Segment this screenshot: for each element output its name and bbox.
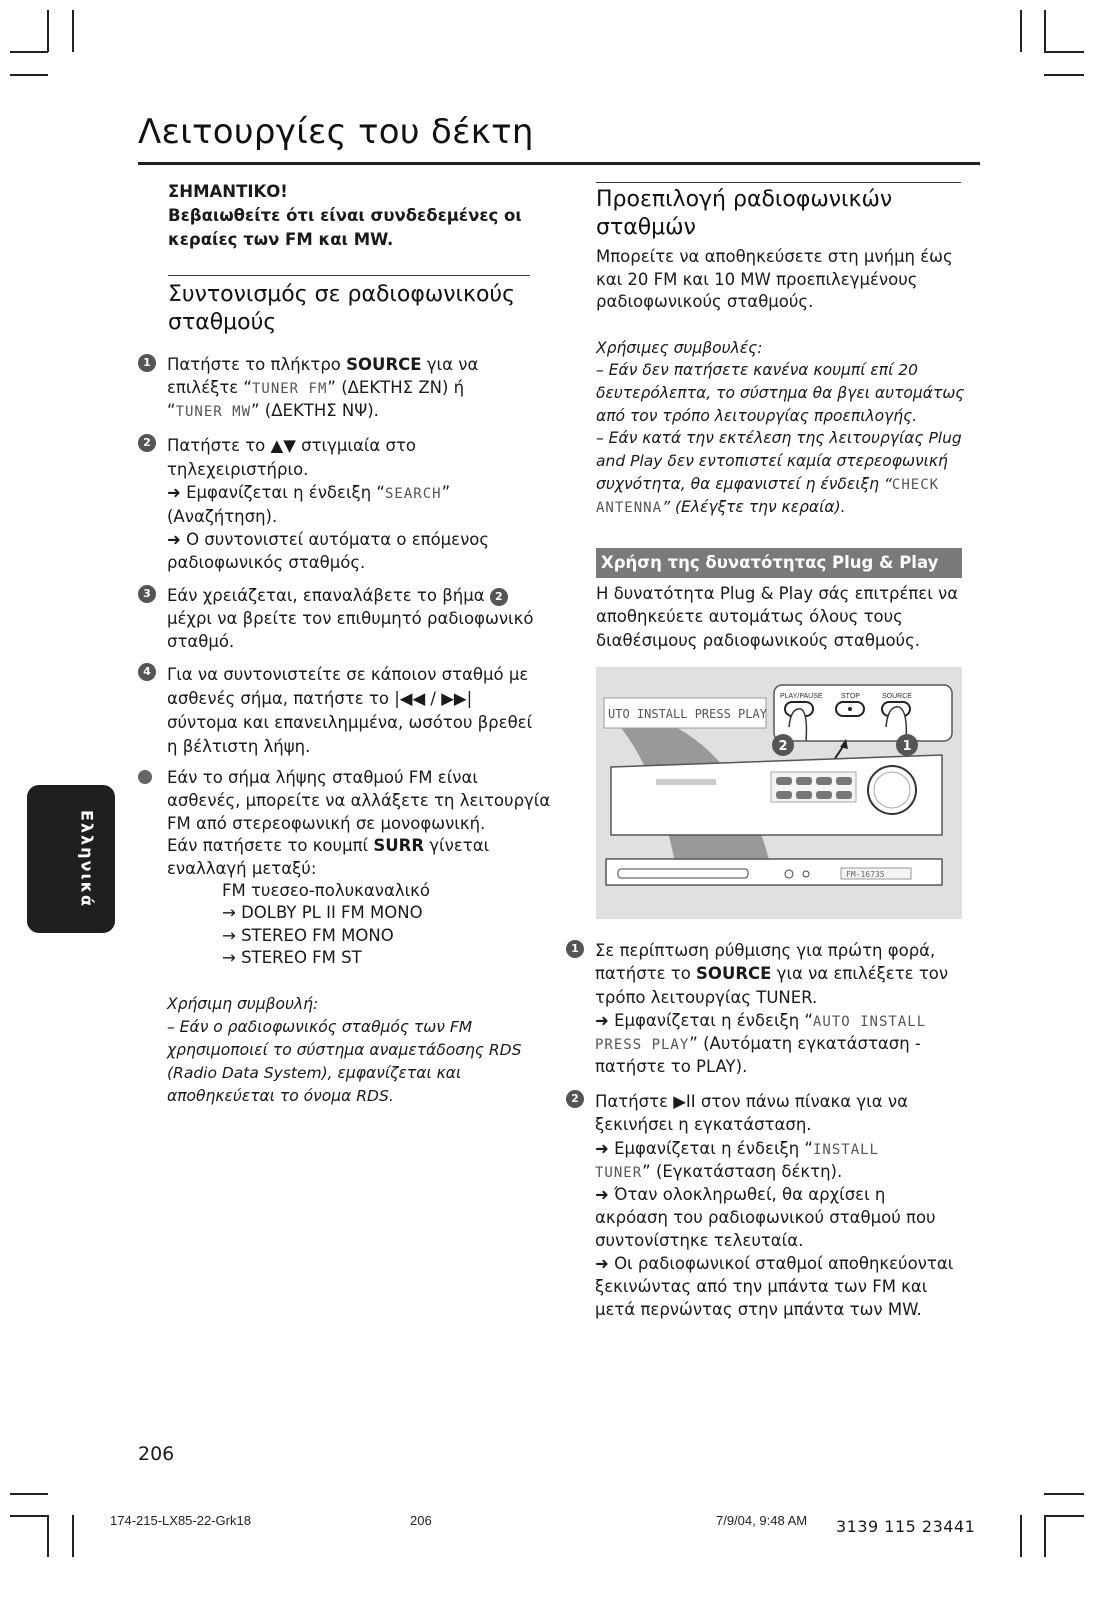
intro-text: ραδιοφωνικούς σταθμούς. <box>596 292 814 311</box>
crop-mark <box>10 74 48 76</box>
language-tab-label: Ελληνικά <box>77 809 97 909</box>
crop-mark <box>1044 51 1084 53</box>
page-title: Λειτουργίες του δέκτη <box>138 112 534 152</box>
step-number-badge: 1 <box>566 940 584 958</box>
step-text: Πατήστε το ▲▼ στιγμιαία στο <box>167 436 417 455</box>
text-run: Εάν χρειάζεται, επαναλάβετε το βήμα <box>167 586 490 605</box>
step-text <box>595 962 948 986</box>
step-text: συντονίστηκε τελευταία. <box>595 1231 804 1250</box>
footer-date: 7/9/04, 9:48 AM <box>716 1513 808 1528</box>
lcd-text: TUNER <box>595 1165 643 1181</box>
crop-mark <box>1020 1515 1022 1557</box>
crop-mark <box>1044 10 1046 52</box>
callout-1-label: 1 <box>902 739 912 754</box>
bullet-dot <box>138 770 152 784</box>
tip-text: and Play δεν εντοπιστεί καμία στερεοφωνική <box>596 452 948 470</box>
step-text: ➜ Ο συντονιστεί αυτόματα ο επόμενος <box>167 530 490 549</box>
text-run: ” (Εγκατάσταση δέκτη). <box>642 1162 843 1181</box>
step-text <box>595 1032 921 1058</box>
text-run: συχνότητα, θα εμφανιστεί η ένδειξη “ <box>596 475 892 493</box>
text-run: επιλέξτε “ <box>167 378 252 397</box>
crop-mark <box>1020 10 1022 52</box>
text-run: “ <box>167 401 176 420</box>
step-text <box>595 1009 926 1035</box>
footer-product-code: 3139 115 23441 <box>836 1517 976 1536</box>
page-number: 206 <box>138 1443 175 1465</box>
step-text: τηλεχειριστήριο. <box>167 460 309 479</box>
section-heading: Συντονισμός σε ραδιοφωνικούς <box>168 282 516 307</box>
intro-text: Η δυνατότητα Plug & Play σάς επιτρέπει να <box>596 584 959 603</box>
step-text: Σε περίπτωση ρύθμισης για πρώτη φορά, <box>595 941 936 960</box>
crop-mark <box>47 1515 49 1557</box>
step-text <box>595 1160 842 1186</box>
text-run: για να επιλέξετε τον <box>771 964 949 983</box>
step-text: σταθμό. <box>167 632 235 651</box>
step-text: Πατήστε ▶II στον πάνω πίνακα για να <box>595 1092 908 1111</box>
callout-2-label: 2 <box>778 739 788 754</box>
tip-text: χρησιμοποιεί το σύστημα αναμετάδοσης RDS <box>167 1041 522 1059</box>
lcd-text: PRESS PLAY <box>595 1037 690 1053</box>
step-text: ξεκινώντας από την μπάντα των FM και <box>595 1277 928 1296</box>
mode-list-item: → DOLBY PL II FM MONO <box>222 903 423 922</box>
tip-text <box>596 496 846 520</box>
crop-mark <box>1044 1493 1084 1495</box>
text-run: πατήστε το <box>595 964 697 983</box>
step-text <box>167 481 450 507</box>
bullet-text: ασθενές, μπορείτε να αλλάξετε τη λειτουργία <box>167 791 551 810</box>
step-text <box>595 1137 879 1163</box>
source-label: SOURCE <box>882 693 912 700</box>
bullet-text <box>167 834 489 858</box>
step-text: ξεκινήσει η εγκατάσταση. <box>595 1115 812 1134</box>
section-rule <box>168 275 530 276</box>
step-number-badge: 2 <box>138 434 156 452</box>
lcd-text: AUTO INSTALL <box>812 1014 927 1030</box>
tip-text: – Εάν κατά την εκτέλεση της λειτουργίας Plug <box>596 429 962 447</box>
intro-text: Μπορείτε να αποθηκεύσετε στη μνήμη έως <box>596 247 953 266</box>
lcd-text: SEARCH <box>384 486 442 502</box>
text-run: ➜ Εμφανίζεται η ένδειξη “ <box>167 483 385 502</box>
crop-mark <box>10 1493 48 1495</box>
tip-text: – Εάν ο ραδιοφωνικός σταθμός των FM <box>167 1018 473 1036</box>
key-name: SOURCE <box>696 964 772 983</box>
bullet-text: FM από στερεοφωνική σε μονοφωνική. <box>167 814 486 833</box>
crop-mark <box>10 51 48 53</box>
intro-text: αποθηκεύετε αυτομάτως όλους τους <box>596 607 903 626</box>
step-text: ➜ Οι ραδιοφωνικοί σταθμοί αποθηκεύονται <box>595 1254 954 1273</box>
mode-list-item: → STEREO FM ST <box>222 948 362 967</box>
section-rule <box>596 182 961 183</box>
tip-text: δευτερόλεπτα, το σύστημα θα βγει αυτομάτως <box>596 384 965 402</box>
tip-label: Χρήσιμη συμβουλή: <box>167 995 319 1013</box>
step-text <box>167 584 508 608</box>
lcd-text: ANTENNA <box>596 500 663 516</box>
crop-mark <box>72 1515 74 1557</box>
text-run: ” (ΔΕΚΤΗΣ ΝΨ). <box>251 401 379 420</box>
intro-text: και 20 FM και 10 MW προεπιλεγμένους <box>596 270 918 289</box>
text-run: για να <box>421 355 479 374</box>
important-label: ΣΗΜΑΝΤΙΚΟ! <box>168 182 288 201</box>
tips-label: Χρήσιμες συμβουλές: <box>596 339 763 357</box>
step-text <box>167 399 379 425</box>
crop-mark <box>10 1515 48 1517</box>
step-text: πατήστε το PLAY). <box>595 1057 748 1076</box>
text-run: Πατήστε το πλήκτρο <box>167 355 347 374</box>
section-heading: σταθμούς <box>168 310 277 335</box>
important-line: κεραίες των FM και MW. <box>168 230 394 249</box>
tip-text: αποθηκεύεται το όνομα RDS. <box>167 1087 394 1105</box>
mode-list-item: FM τυεσεο-πολυκαναλικό <box>222 881 430 900</box>
step-text: σύντομα και επανειλημμένα, ωσότου βρεθεί <box>167 713 533 732</box>
tip-text: (Radio Data System), εμφανίζεται και <box>167 1064 462 1082</box>
step-text: μέχρι να βρείτε τον επιθυμητό ραδιοφωνικό <box>167 609 534 628</box>
tip-text <box>596 473 939 497</box>
step-text: τρόπο λειτουργίας TUNER. <box>595 988 818 1007</box>
bullet-text: εναλλαγή μεταξύ: <box>167 859 317 878</box>
lcd-text: CHECK <box>891 477 940 493</box>
lcd-text: INSTALL <box>812 1142 879 1158</box>
step-number-badge: 3 <box>138 585 156 603</box>
step-text: η βέλτιστη λήψη. <box>167 737 311 756</box>
step-ref-badge: 2 <box>490 588 508 606</box>
section-heading: σταθμών <box>596 215 696 240</box>
text-run: ” (Ελέγξτε την κεραία). <box>662 498 846 516</box>
step-text: Για να συντονιστείτε σε κάποιον σταθμό με <box>167 665 529 684</box>
step-number-badge: 1 <box>138 354 156 372</box>
section-heading: Προεπιλογή ραδιοφωνικών <box>596 187 893 212</box>
intro-text: διαθέσιμους ραδιοφωνικούς σταθμούς. <box>596 631 921 650</box>
key-name: SURR <box>373 836 425 855</box>
text-run: Εάν πατήσετε το κουμπί <box>167 836 374 855</box>
key-name: SOURCE <box>346 355 422 374</box>
step-text: ➜ Όταν ολοκληρωθεί, θα αρχίσει η <box>595 1185 886 1204</box>
step-text <box>167 376 464 402</box>
title-rule <box>138 162 980 165</box>
tip-text: – Εάν δεν πατήσετε κανένα κουμπί επί 20 <box>596 361 919 379</box>
text-run: ” (Αυτόματη εγκατάσταση - <box>689 1034 921 1053</box>
crop-mark <box>1044 1515 1084 1517</box>
display-text: UTO INSTALL PRESS PLAY <box>608 707 767 721</box>
device-illustration-svg <box>596 667 962 919</box>
volume-knob <box>868 766 916 814</box>
step-text: ακρόαση του ραδιοφωνικού σταθμού που <box>595 1208 936 1227</box>
text-run: ➜ Εμφανίζεται η ένδειξη “ <box>595 1139 813 1158</box>
step-number-badge: 2 <box>566 1090 584 1108</box>
footer-filename: 174-215-LX85-22-Grk18 <box>110 1513 251 1528</box>
tip-text: από τον τρόπο λειτουργίας προεπιλογής. <box>596 407 918 425</box>
crop-mark <box>47 10 49 52</box>
language-tab <box>27 785 115 933</box>
stop-label: STOP <box>841 693 860 700</box>
step-text: μετά περνώντας στην μπάντα των MW. <box>595 1300 922 1319</box>
crop-mark <box>1044 1515 1046 1557</box>
text-run: ” (ΔΕΚΤΗΣ ΖΝ) ή <box>327 378 465 397</box>
bullet-text: Εάν το σήμα λήψης σταθμού FM είναι <box>167 768 478 787</box>
important-line: Βεβαιωθείτε ότι είναι συνδεδεμένες οι <box>168 206 522 225</box>
lcd-text: TUNER FM <box>251 381 328 397</box>
text-run: γίνεται <box>424 836 490 855</box>
plug-play-heading: Χρήση της δυνατότητας Plug & Play <box>596 548 962 578</box>
crop-mark <box>1044 74 1084 76</box>
step-text: ασθενές σήμα, πατήστε το |◀◀ / ▶▶| <box>167 689 473 708</box>
step-text: (Αναζήτηση). <box>167 507 278 526</box>
device-illustration <box>596 667 962 919</box>
mode-list-item: → STEREO FM MONO <box>222 926 394 945</box>
text-run: ➜ Εμφανίζεται η ένδειξη “ <box>595 1011 813 1030</box>
footer-page: 206 <box>410 1513 432 1528</box>
step-number-badge: 4 <box>138 663 156 681</box>
step-text <box>167 353 478 377</box>
lcd-text: TUNER MW <box>175 404 251 420</box>
step-text: ραδιοφωνικός σταθμός. <box>167 553 366 572</box>
front-display: FM-16735 <box>846 870 885 879</box>
crop-mark <box>72 10 74 52</box>
text-run: ” <box>441 483 451 502</box>
play-pause-label: PLAY/PAUSE <box>780 693 823 700</box>
